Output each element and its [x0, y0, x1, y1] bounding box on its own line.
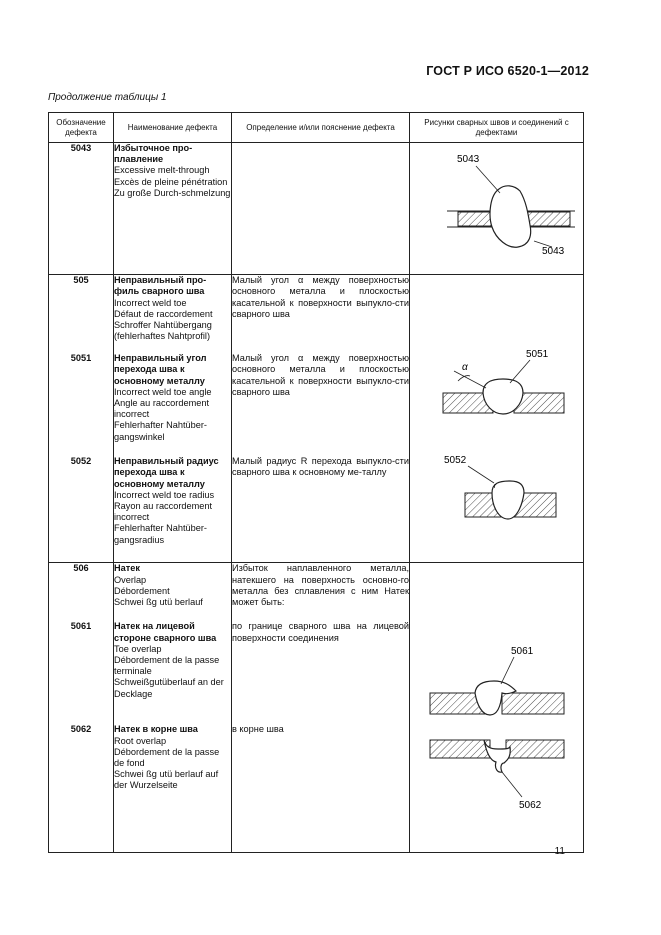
weld-figure-5061-5062 [410, 563, 584, 848]
defect-name-ru: Натек на лицевой стороне сварного шва [114, 621, 217, 643]
defect-code: 5043 [49, 143, 114, 275]
defect-name-de: Schweißgutüberlauf an der Decklage [114, 677, 224, 699]
column-header-designation: Обозначение дефекта [49, 113, 114, 143]
defect-definition: в корне шва [232, 724, 284, 735]
page-number: 11 [554, 846, 565, 857]
defect-name-ru: Избыточное про-плавление [114, 143, 193, 165]
figure-label-top: 5043 [457, 154, 480, 165]
column-header-figure: Рисунки сварных швов и соединений с дефектами [410, 113, 584, 143]
defect-name-en: Overlap [114, 574, 147, 585]
table-header-row [49, 113, 584, 143]
defect-name-ru: Натек [114, 563, 140, 574]
defect-name-en: Toe overlap [114, 643, 162, 654]
defect-name-group [114, 563, 232, 852]
defects-table [48, 112, 584, 853]
defect-code: 5052 [70, 456, 92, 467]
defect-code: 5062 [70, 724, 92, 735]
defect-name-fr: Débordement de la passe terminale [114, 655, 220, 677]
figure-label-5062: 5062 [519, 800, 542, 812]
table-row [49, 275, 584, 563]
defect-definition: по границе сварного шва на лицевой поверхности соединения [232, 621, 409, 643]
defect-name-de: Schwei ßg utü berlauf auf der Wurzelseite [114, 769, 219, 791]
defect-name-ru: Натек в корне шва [114, 724, 198, 735]
defect-code: 506 [73, 563, 89, 574]
defect-name-fr: Rayon au raccordement incorrect [114, 501, 213, 523]
figure-label-5061: 5061 [511, 646, 534, 658]
weld-figure-5043 [410, 143, 584, 271]
defect-name-de: Fehlerhafter Nahtüber-gangswinkel [114, 420, 207, 442]
defect-definition: Избыток наплавленного металла, натекшего на поверхность основно-го металла без сплавления с ним Натек может быть: [232, 563, 409, 608]
defect-name-en: Excessive melt-through [114, 165, 210, 176]
figure-label-bottom: 5043 [542, 246, 565, 257]
defect-name-de: Zu große Durch-schmelzung [114, 187, 231, 198]
defect-code: 5061 [70, 621, 92, 632]
figure-label-5051: 5051 [526, 349, 549, 361]
defect-figure [410, 143, 584, 275]
defect-name-fr: Défaut de raccordement [114, 308, 213, 319]
defect-definition-group [232, 563, 410, 852]
document-code: ГОСТ Р ИСО 6520-1—2012 [426, 64, 589, 78]
figure-label-5052: 5052 [444, 455, 467, 467]
defect-name-ru: Неправильный про-филь сварного шва [114, 275, 207, 297]
table-row [49, 563, 584, 852]
defect-name-ru: Неправильный радиус перехода шва к основному металлу [114, 456, 219, 489]
defect-code-group [49, 275, 114, 563]
defect-code: 505 [73, 275, 89, 286]
defect-figure [410, 275, 584, 563]
defect-name-en: Incorrect weld toe radius [114, 489, 215, 500]
defect-name-de: Fehlerhafter Nahtüber-gangsradius [114, 523, 207, 545]
defect-definition [232, 143, 410, 275]
defect-definition: Малый угол α между поверхностью основного металла и плоскостью касательной к поверхности выпукло-сти сварного шва [232, 353, 409, 397]
defect-name-group [114, 275, 232, 563]
defect-name-en: Incorrect weld toe [114, 297, 187, 308]
defect-name-de: Schroffer Nahtübergang (fehlerhaftes Nahtprofil) [114, 320, 212, 342]
defect-name-de: Schwei ßg utü berlauf [114, 597, 203, 608]
radius-r-label: r [494, 483, 497, 491]
defect-name-fr: Excès de pleine pénétration [114, 176, 228, 187]
weld-figure-5051-5052 [410, 275, 584, 559]
defect-definition: Малый радиус R перехода выпукло-сти сварного шва к основному ме-таллу [232, 456, 409, 478]
defect-definition: Малый угол α между поверхностью основного металла и плоскостью касательной к поверхности выпукло-сти сварного шва [232, 275, 409, 319]
table-caption: Продолжение таблицы 1 [48, 92, 167, 103]
defect-code: 5051 [70, 353, 92, 364]
defect-name-fr: Angle au raccordement incorrect [114, 398, 209, 420]
defect-name-ru: Неправильный угол перехода шва к основному металлу [114, 353, 207, 386]
defect-name [114, 143, 232, 275]
defect-figure [410, 563, 584, 852]
defect-name-fr: Débordement [114, 585, 170, 596]
defect-code-group [49, 563, 114, 852]
defect-name-en: Incorrect weld toe angle [114, 386, 212, 397]
column-header-definition: Определение и/или пояснение дефекта [232, 113, 410, 143]
defect-name-fr: Débordement de la passe de fond [114, 746, 220, 769]
angle-alpha-label: α [462, 362, 468, 374]
column-header-name: Наименование дефекта [114, 113, 232, 143]
defect-name-en: Root overlap [114, 735, 167, 746]
defect-definition-group [232, 275, 410, 563]
table-row [49, 143, 584, 275]
